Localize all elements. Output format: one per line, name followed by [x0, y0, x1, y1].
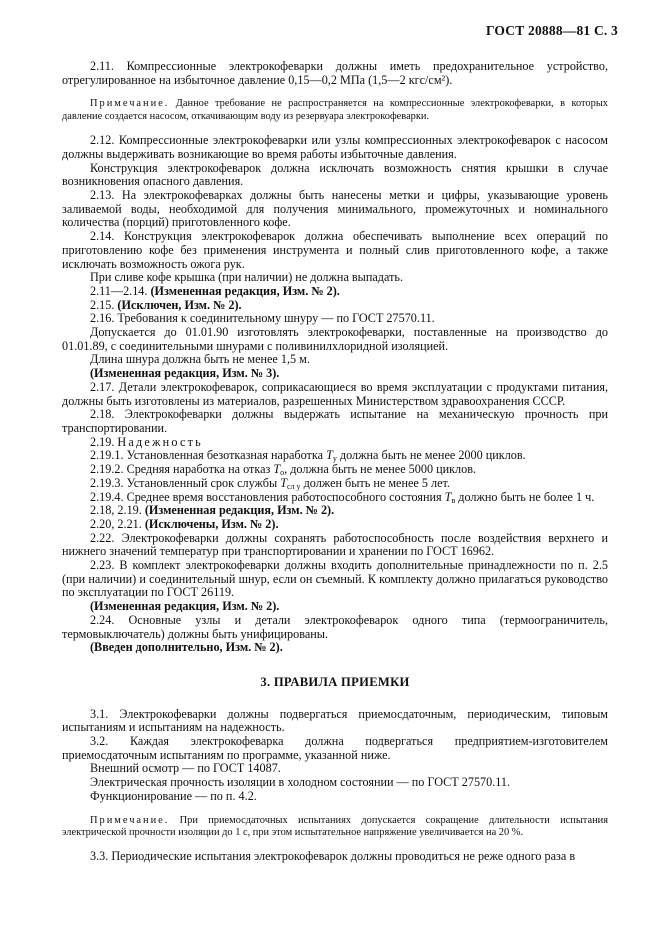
section-heading-3: 3. ПРАВИЛА ПРИЕМКИ	[260, 674, 410, 689]
amendment-note: (Измененная редакция, Изм. № 3).	[90, 366, 280, 381]
clause-3-2-c: Функционирование — по п. 4.2.	[90, 788, 257, 803]
clause-3-2-a: Внешний осмотр — по ГОСТ 14087.	[90, 761, 281, 776]
clause-2-19	[62, 436, 608, 450]
clause-text: должен быть не менее 5 лет.	[300, 475, 450, 490]
clause-2-15	[62, 299, 608, 313]
clause-2-23: 2.23. В комплект электрокофеварки должны входить дополнительные принадлежности по п. 2.5 (при наличии) и соединительный шнур, если он съемный. К комплекту должно прилагаться руководство по эксплуатации по ГОСТ 26119.	[62, 558, 608, 600]
amendment-note: (Исключены, Изм. № 2).	[144, 516, 279, 531]
clause-text: , должна быть не менее 5000 циклов.	[284, 462, 477, 477]
clause-3-1: 3.1. Электрокофеварки должны подвергаться приемосдаточным, периодическим, типовым испытаниям и испытаниям на надежность.	[62, 706, 608, 735]
note-label: Примечание.	[90, 98, 170, 110]
note-text: При приемосдаточных испытаниях допускается сокращение длительности испытания электрической прочности изоляции до 1 с, при этом испытательное напряжение увеличивается на 20 %.	[62, 814, 608, 838]
clause-2-12-b: Конструкция электрокофеварок должна исключать возможность снятия крышки в случае возникновения опасного давления.	[62, 160, 608, 189]
clause-2-11: 2.11. Компрессионные электрокофеварки должны иметь предохранительное устройство, отрегулированное на избыточное давление 0,15—0,2 МПа (1,5—2 кгс/см²).	[62, 59, 608, 87]
clause-text: 2.19.2. Средняя наработка на отказ	[90, 462, 274, 477]
symbol-subscript: o	[280, 468, 285, 478]
amendment-note: (Исключен, Изм. № 2).	[117, 297, 242, 312]
clause-2-18: 2.18. Электрокофеварки должны выдержать испытание на механическую прочность при транспортировании.	[62, 407, 608, 435]
note-1	[62, 98, 608, 123]
amendment-2-11-2-14	[62, 285, 608, 299]
clause-number: 2.18, 2.19.	[90, 503, 145, 518]
document-body	[62, 60, 608, 864]
symbol-subscript: сл у	[287, 481, 301, 491]
amendment-note: (Введен дополнительно, Изм. № 2).	[90, 640, 283, 655]
note-label: Примечание.	[90, 814, 170, 826]
symbol: T	[273, 462, 281, 477]
clause-number: 2.19.	[90, 434, 118, 449]
clause-heading: Надежность	[117, 434, 203, 449]
clause-2-16-c: Длина шнура должна быть не менее 1,5 м.	[90, 352, 310, 367]
clause-2-17: 2.17. Детали электрокофеварок, соприкасающиеся во время эксплуатации с продуктами питания, должны быть изготовлены из материалов, разрешенных Министерством здравоохранения СССР.	[62, 379, 608, 408]
amendment-note: (Измененная редакция, Изм. № 2).	[144, 503, 335, 518]
clause-2-13: 2.13. На электрокофеварках должны быть нанесены метки и цифры, указывающие уровень заливаемой воды, необходимой для получения минимального, промежуточных и номинального количества (порций) приготовленного кофе.	[62, 188, 608, 230]
symbol-subscript: в	[451, 495, 456, 505]
amendment-note: (Измененная редакция, Изм. № 2).	[90, 599, 280, 614]
symbol-subscript: у	[332, 454, 337, 464]
note-2	[62, 815, 608, 840]
clause-2-19-3	[62, 477, 608, 491]
clause-2-14: 2.14. Конструкция электрокофеварок должна обеспечивать выполнение всех операций по приготовлению кофе без применения инструмента и полный слив приготовленного кофе, а также исключать возможность ожога рук.	[62, 229, 608, 271]
clause-2-12: 2.12. Компрессионные электрокофеварки или узлы компрессионных электрокофеварок с насосом должны выдерживать возникающие во время работы избыточные давления.	[62, 133, 608, 161]
note-text: Данное требование не распространяется на компрессионные электрокофеварки, в которых давление создается насосом, откачивающим воду из резервуара электрокофеварки.	[62, 98, 608, 122]
amendment-note: (Измененная редакция, Изм. № 2).	[150, 283, 340, 298]
clause-2-16-b: Допускается до 01.01.90 изготовлять электрокофеварки, поставленные на производство до 01.01.89, с соединительными шнурами с поливинилхлоридной изоляцией.	[62, 325, 608, 353]
clause-text: 2.19.4. Среднее время восстановления работоспособного состояния	[90, 489, 445, 504]
clause-2-19-1	[62, 449, 608, 463]
clause-2-19-4	[62, 491, 608, 505]
clause-2-16: 2.16. Требования к соединительному шнуру — по ГОСТ 27570.11.	[90, 311, 435, 326]
symbol: T	[280, 475, 287, 490]
symbol: T	[444, 489, 452, 504]
clause-2-19-2	[62, 463, 608, 477]
clause-2-14-b: При сливе кофе крышка (при наличии) не должна выпадать.	[90, 270, 404, 285]
clause-3-2-b: Электрическая прочность изоляции в холодном состоянии — по ГОСТ 27570.11.	[90, 775, 511, 790]
clause-number: 2.11—2.14.	[90, 283, 151, 298]
clause-text: должно быть не более 1 ч.	[455, 489, 595, 504]
symbol: T	[326, 448, 333, 463]
clause-text: 2.19.1. Установленная безотказная наработка	[90, 448, 327, 463]
amendment-2-18-2-19	[62, 504, 608, 518]
clause-3-3: 3.3. Периодические испытания электрокофеварок должны проводиться не реже одного раза в	[90, 849, 576, 864]
clause-number: 2.20, 2.21.	[90, 516, 145, 531]
clause-number: 2.15.	[90, 297, 118, 312]
clause-text: 2.19.3. Установленный срок службы	[90, 475, 281, 490]
clause-text: должна быть не менее 2000 циклов.	[336, 448, 526, 463]
clause-2-24: 2.24. Основные узлы и детали электрокофеварок одного типа (термоограничитель, термовыключатель) должны быть унифицированы.	[62, 612, 608, 641]
page-header: ГОСТ 20888—81 С. 3	[485, 23, 618, 38]
clause-2-22: 2.22. Электрокофеварки должны сохранять работоспособность после воздействия верхнего и нижнего значений температур при транспортировании и хранении по ГОСТ 16962.	[62, 530, 608, 559]
clause-3-2: 3.2. Каждая электрокофеварка должна подвергаться предприятием-изготовителем приемосдаточным испытаниям по программе, указанной ниже.	[62, 734, 608, 762]
clause-2-20-2-21	[62, 518, 608, 532]
